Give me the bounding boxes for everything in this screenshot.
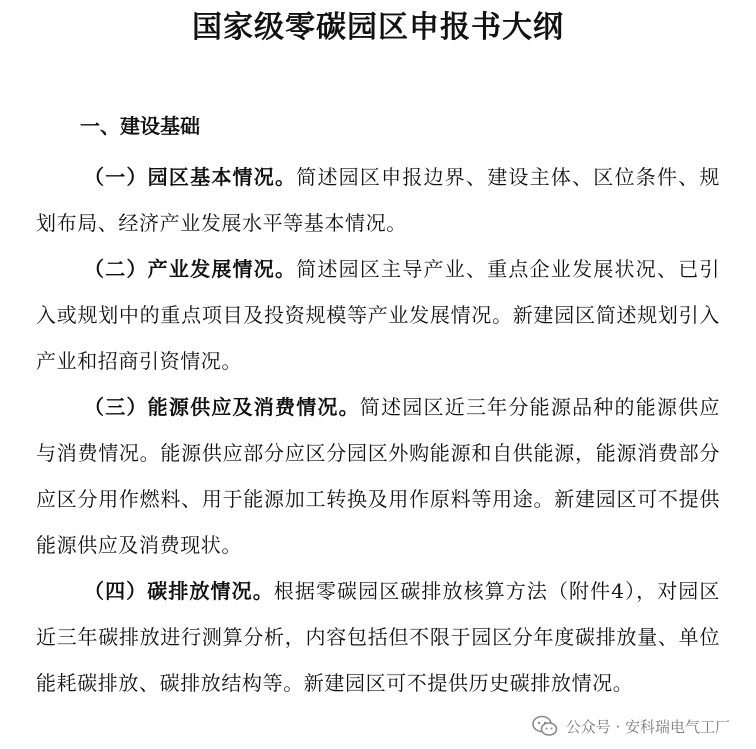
paragraph-text: 简述园区主导产业、重点企业发展状况、已引入或规划中的重点项目及投资规模等产业发展情况。新建园区简述规划引入产业和招商引资情况。 [36, 257, 721, 373]
paragraph-carbon-emissions [36, 568, 720, 706]
paragraph-lead: （四）碳排放情况。 [84, 579, 274, 603]
paragraph-text: 简述园区近三年分能源品种的能源供应与消费情况。能源供应部分应区分园区外购能源和自供能源，能源消费部分应区分用作燃料、用于能源加工转换及用作原料等用途。新建园区可不提供能源供应及消费现状。 [36, 395, 720, 557]
paragraph-lead: （二）产业发展情况。 [84, 257, 297, 281]
paragraph-energy-supply [36, 384, 720, 568]
document-title: 国家级零碳园区申报书大纲 [192, 10, 564, 45]
paragraph-industry-development [36, 246, 720, 384]
paragraph-lead: （一）园区基本情况。 [84, 165, 297, 189]
watermark-text: 公众号 · 安科瑞电气工厂 [565, 717, 730, 736]
paragraph-lead: （三）能源供应及消费情况。 [84, 395, 360, 419]
section-heading: 一、建设基础 [80, 114, 200, 138]
wechat-watermark [528, 713, 734, 739]
paragraph-text: 根据零碳园区碳排放核算方法（附件4），对园区近三年碳排放进行测算分析，内容包括但不限于园区分年度碳排放量、单位能耗碳排放、碳排放结构等。新建园区可不提供历史碳排放情况。 [36, 579, 720, 695]
document-body [36, 154, 720, 706]
paragraph-text: 简述园区申报边界、建设主体、区位条件、规划布局、经济产业发展水平等基本情况。 [36, 165, 721, 235]
wechat-icon [532, 715, 558, 737]
paragraph-park-basics [36, 154, 720, 246]
